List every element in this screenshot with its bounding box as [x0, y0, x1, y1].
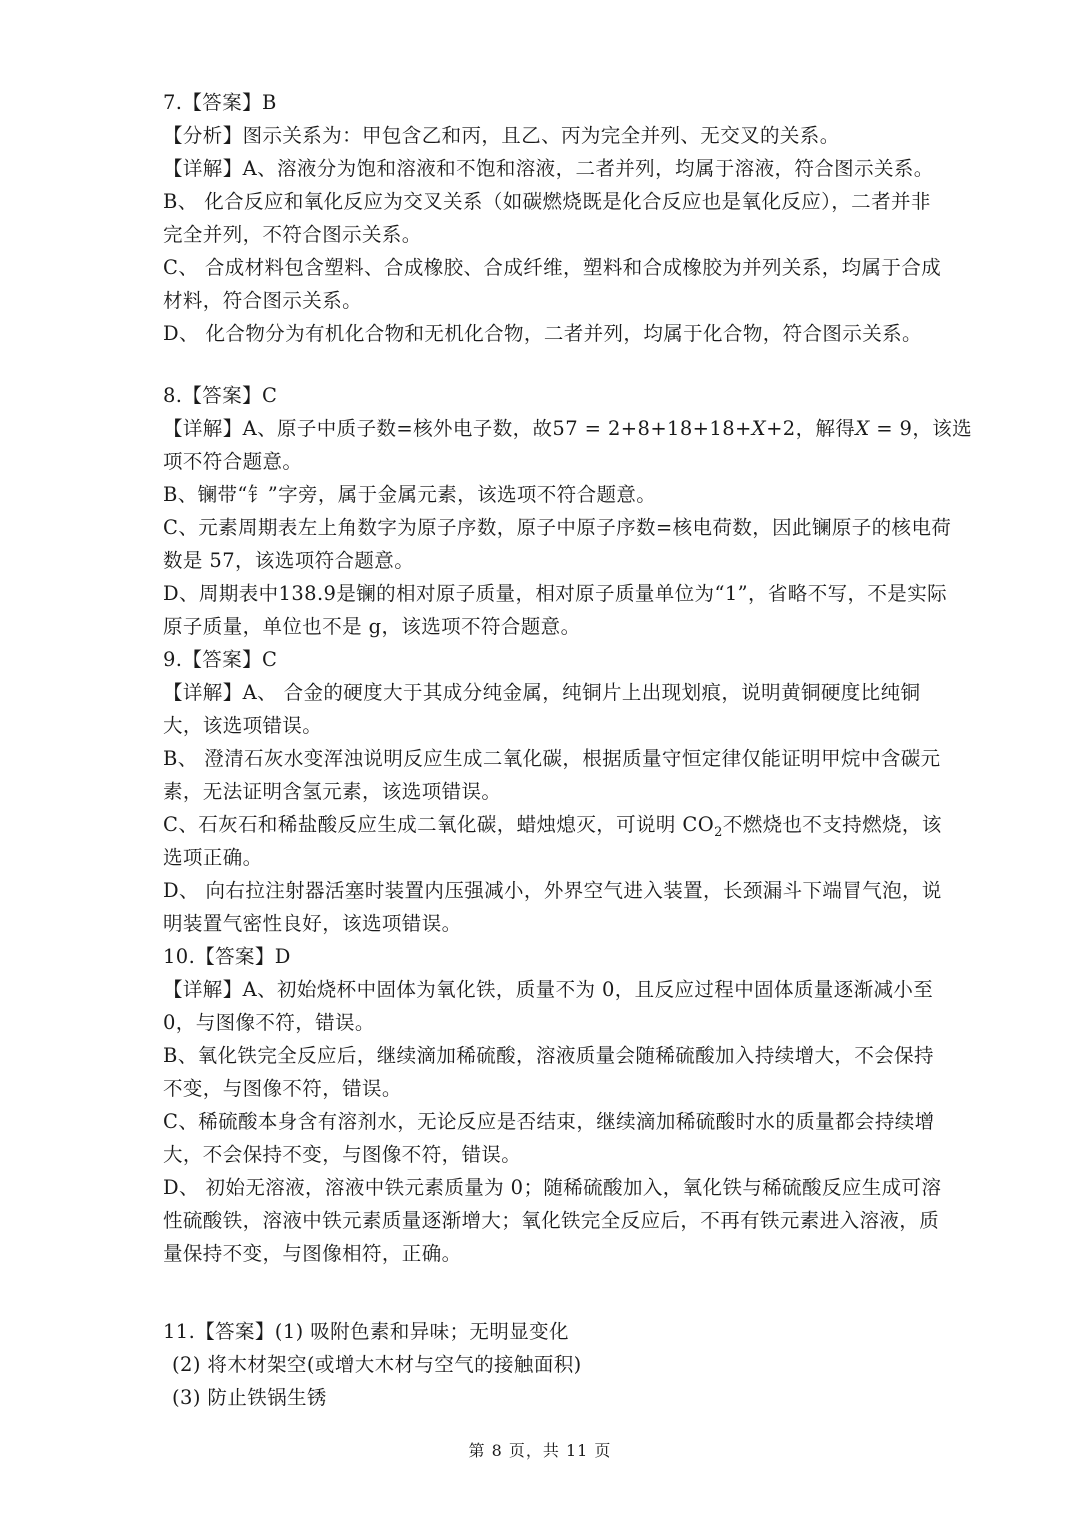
- q9-co2-subscript: 2: [714, 824, 723, 840]
- q11-answer: 11.【答案】(1) 吸附色素和异味；无明显变化: [163, 1320, 569, 1343]
- q10-detail-a-line1: 【详解】A、初始烧杯中固体为氧化铁，质量不为 0，且反应过程中固体质量逐渐减小至: [163, 978, 934, 1001]
- q8-answer: 8.【答案】C: [163, 384, 278, 407]
- q9-detail-a-line1: 【详解】A、 合金的硬度大于其成分纯金属，纯铜片上出现划痕，说明黄铜硬度比纯铜: [163, 681, 921, 704]
- q10-detail-a-line2: 0，与图像不符，错误。: [163, 1011, 375, 1034]
- q9-answer: 9.【答案】C: [163, 648, 278, 671]
- q10-option-c-line1: C、稀硫酸本身含有溶剂水，无论反应是否结束，继续滴加稀硫酸时水的质量都会持续增: [163, 1110, 935, 1133]
- q9-option-c-post: 不燃烧也不支持燃烧，该: [722, 813, 942, 836]
- q8-option-c-line2: 数是 57，该选项符合题意。: [163, 549, 415, 572]
- q8-var-x: X: [751, 417, 767, 440]
- q9-detail-a-line2: 大，该选项错误。: [163, 714, 323, 737]
- q9-option-b-line2: 素，无法证明含氢元素，该选项错误。: [163, 780, 502, 803]
- q7-option-d-line1: D、 化合物分为有机化合物和无机化合物，二者并列，均属于化合物，符合图示关系。: [163, 322, 922, 345]
- q7-option-c-line1: C、 合成材料包含塑料、合成橡胶、合成纤维，塑料和合成橡胶为并列关系，均属于合成: [163, 256, 942, 279]
- q7-option-c-line2: 材料，符合图示关系。: [163, 289, 363, 312]
- q11-part2: (2) 将木材架空(或增大木材与空气的接触面积): [172, 1353, 582, 1376]
- q8-detail-a-line1: [163, 415, 973, 443]
- q10-option-d-line3: 量保持不变，与图像相符，正确。: [163, 1242, 462, 1265]
- q10-option-c-line2: 大，不会保持不变，与图像不符，错误。: [163, 1143, 522, 1166]
- q8-detail-a-prefix: 【详解】A、原子中质子数=核外电子数，故57 = 2+8+18+18+: [163, 417, 752, 440]
- q7-option-b-line2: 完全并列，不符合图示关系。: [163, 223, 422, 246]
- q8-option-d-line2: 原子质量，单位也不是 g，该选项不符合题意。: [163, 615, 581, 638]
- q8-option-c-line1: C、元素周期表左上角数字为原子序数，原子中原子序数=核电荷数，因此镧原子的核电荷: [163, 516, 952, 539]
- q10-option-b-line2: 不变，与图像不符，错误。: [163, 1077, 402, 1100]
- q8-option-d-line1: D、周期表中138.9是镧的相对原子质量，相对原子质量单位为“1”，省略不写，不是实际: [163, 582, 948, 605]
- q10-option-b-line1: B、氧化铁完全反应后，继续滴加稀硫酸，溶液质量会随稀硫酸加入持续增大，不会保持: [163, 1044, 934, 1067]
- q7-answer: 7.【答案】B: [163, 91, 277, 114]
- q9-option-c-pre: C、石灰石和稀盐酸反应生成二氧化碳，蜡烛熄灭，可说明 CO: [163, 813, 715, 836]
- q9-option-c-line2: 选项正确。: [163, 846, 263, 869]
- q8-var-x-solved: X: [855, 417, 870, 440]
- q11-part3: (3) 防止铁锅生锈: [172, 1386, 327, 1409]
- q9-option-d-line2: 明装置气密性良好，该选项错误。: [163, 912, 462, 935]
- q8-detail-a-eq: = 9，该选: [869, 417, 973, 440]
- q8-option-b-line1: B、镧带“钅”字旁，属于金属元素，该选项不符合题意。: [163, 483, 657, 506]
- q7-detail-a: 【详解】A、溶液分为饱和溶液和不饱和溶液，二者并列，均属于溶液，符合图示关系。: [163, 157, 934, 180]
- q9-option-d-line1: D、 向右拉注射器活塞时装置内压强减小，外界空气进入装置，长颈漏斗下端冒气泡，说: [163, 879, 942, 902]
- q8-detail-a-mid: +2，解得: [766, 417, 856, 440]
- q8-detail-a-line2: 项不符合题意。: [163, 450, 303, 473]
- q9-option-c-line1: [163, 811, 942, 840]
- page-number: 第 8 页，共 11 页: [468, 1441, 612, 1460]
- q9-option-b-line1: B、 澄清石灰水变浑浊说明反应生成二氧化碳，根据质量守恒定律仅能证明甲烷中含碳元: [163, 747, 941, 770]
- q10-option-d-line1: D、 初始无溶液，溶液中铁元素质量为 0；随稀硫酸加入，氧化铁与稀硫酸反应生成可溶: [163, 1176, 942, 1199]
- q10-option-d-line2: 性硫酸铁，溶液中铁元素质量逐渐增大；氧化铁完全反应后，不再有铁元素进入溶液，质: [163, 1209, 940, 1232]
- q7-analysis: 【分析】图示关系为：甲包含乙和丙，且乙、丙为完全并列、无交叉的关系。: [163, 124, 840, 147]
- q10-answer: 10.【答案】D: [163, 945, 291, 968]
- q7-option-b-line1: B、 化合反应和氧化反应为交叉关系（如碳燃烧既是化合反应也是氧化反应），二者并非: [163, 190, 931, 213]
